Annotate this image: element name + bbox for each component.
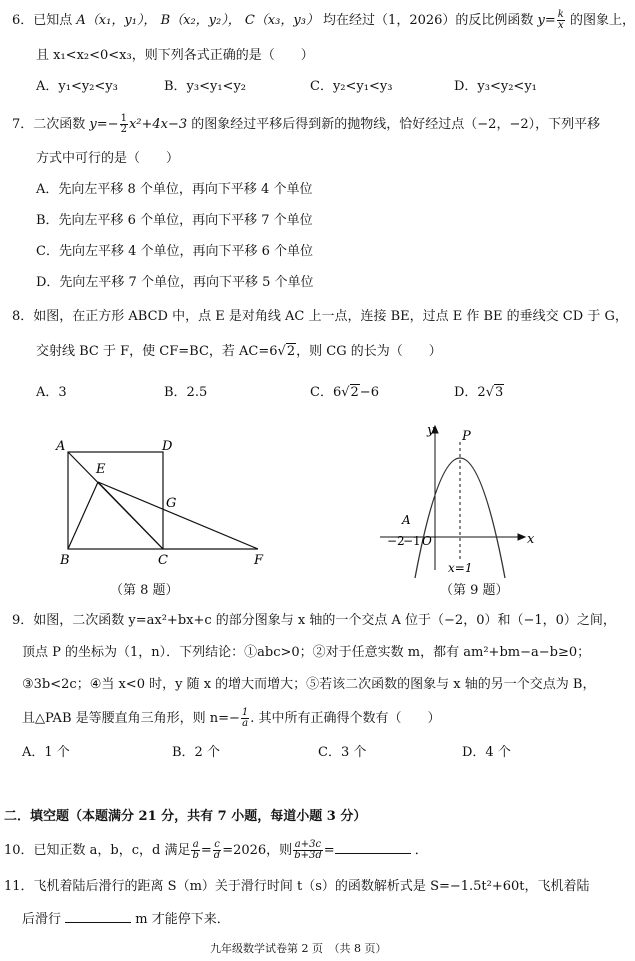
sqrt-icon: √ [485, 385, 494, 400]
label-d: D [162, 439, 173, 454]
q6-option-d: D．y₃<y₂<y₁ [454, 79, 537, 94]
q10-text-a: 10．已知正数 a，b，c，d 满足 [4, 843, 191, 858]
q8-option-c [310, 384, 379, 402]
q7-option-d: D．先向左平移 7 个单位，再向下平移 5 个单位 [36, 275, 314, 290]
q6-frac-num: k [557, 9, 564, 20]
q8-option-b: B．2.5 [164, 385, 208, 400]
sqrt-icon: √ [341, 385, 350, 400]
q9-frac-den: a [242, 718, 249, 729]
q10-eq: = [200, 843, 212, 858]
q8-line1: 8．如图，在正方形 ABCD 中，点 E 是对角线 AC 上一点，连接 BE，过点 E 作 BE 的垂线交 CD 于 G， [12, 309, 628, 324]
q10-text-d: ． [414, 843, 428, 858]
figure-8 [40, 430, 280, 570]
q9-option-b: B．2 个 [172, 745, 220, 760]
q10-f2-num: c [214, 839, 220, 850]
q8-optc-b: −6 [359, 385, 379, 400]
q9-line3: ③3b<2c；④当 x<0 时，y 随 x 的增大而增大；⑤若该二次函数的图象与 x 轴的另一个交点为 B， [22, 677, 596, 692]
q6-line2: 且 x₁<x₂<0<x₃，则下列各式正确的是（ ） [36, 48, 314, 63]
fig8-caption: （第 8 题） [110, 583, 179, 598]
label-origin: O [422, 534, 432, 548]
q6-point-b: B（x₂，y₂）， [160, 13, 241, 28]
q10-f1-den: b [192, 850, 199, 861]
q8-line2-a: 交射线 BC 于 F，使 CF=BC，若 AC=6 [36, 344, 278, 359]
label-p: P [462, 429, 471, 444]
q8-optc-rad: 2 [350, 385, 359, 400]
q10-f1-num: a [192, 839, 199, 850]
q6-fraction [557, 10, 565, 31]
q6-frac-den: x [558, 20, 564, 31]
q11-answer-blank[interactable] [65, 910, 131, 923]
label-y: y [427, 423, 435, 438]
q7-frac-den: 2 [120, 124, 127, 135]
q6-func-y: y= [537, 13, 556, 28]
q10-fraction-3 [293, 840, 323, 861]
q9-option-a: A．1 个 [22, 745, 70, 760]
label-b: B [60, 553, 70, 568]
segment-ec [98, 482, 163, 549]
q7-option-b: B．先向左平移 6 个单位，再向下平移 7 个单位 [36, 213, 313, 228]
q7-option-c: C．先向左平移 4 个单位，再向下平移 6 个单位 [36, 244, 314, 259]
q11-line1: 11．飞机着陆后滑行的距离 S（m）关于滑行时间 t（s）的函数解析式是 S=−1.5t²+60t，飞机着陆 [4, 879, 590, 894]
q10-f3-den: b+3d [294, 850, 322, 861]
q10-f3-num: a+3c [294, 839, 322, 850]
q7-fraction [120, 114, 128, 135]
q9-line4-b: . 其中所有正确得个数有（ ） [250, 711, 441, 726]
q10-text-c: = [323, 843, 335, 858]
q6-text-b: 均在经过（1，2026）的反比例函数 [323, 13, 534, 28]
figure-9 [375, 420, 545, 580]
q9-line4 [22, 708, 441, 729]
label-x-eq-1: x=1 [448, 561, 473, 575]
q10-text-b: =2026，则 [222, 843, 293, 858]
q9-line2: 顶点 P 的坐标为（1，n）．下列结论：①abc>0；②对于任意实数 m，都有 am²+bm−a−b≥0； [22, 645, 591, 660]
q9-fraction [241, 708, 249, 729]
q9-option-d: D．4 个 [462, 745, 511, 760]
q10-line [4, 840, 428, 861]
q7-line1 [12, 114, 600, 135]
q11-line2-b: m 才能停下来． [135, 912, 230, 927]
q7-text-a: 7．二次函数 [12, 117, 86, 132]
q8-optd-rad: 3 [495, 385, 504, 400]
q6-option-c: C．y₂<y₁<y₃ [310, 79, 393, 94]
q10-answer-blank[interactable] [335, 841, 411, 854]
q9-frac-num: 1 [241, 707, 249, 718]
section2-title: 二．填空题（本题满分 21 分，共有 7 小题，每道小题 3 分） [4, 809, 367, 824]
q7-line2: 方式中可行的是（ ） [36, 151, 180, 166]
q7-text-b: 的图象经过平移后得到新的抛物线，恰好经过点（−2，−2），下列平移 [191, 117, 601, 132]
q8-line2-rad: 2 [286, 344, 296, 359]
label-g: G [166, 496, 177, 511]
label-f: F [254, 553, 264, 568]
q6-line1 [12, 10, 635, 31]
q8-optd-a: D．2 [454, 385, 486, 400]
q11-line2 [22, 910, 230, 929]
q7-func-b: x²+4x−3 [128, 117, 188, 132]
segment-ef [98, 482, 258, 549]
q6-option-a: A．y₁<y₂<y₃ [36, 79, 118, 94]
q8-line2-b: ，则 CG 的长为（ ） [296, 344, 442, 359]
q7-frac-num: 1 [120, 113, 127, 124]
q10-fraction-2 [213, 840, 221, 861]
parabola [415, 458, 505, 578]
q6-option-b: B．y₃<y₁<y₂ [164, 79, 247, 94]
q9-line4-a: 且△PAB 是等腰直角三角形，则 n=− [22, 711, 240, 726]
q6-point-a: A（x₁，y₁）， [76, 13, 157, 28]
q8-line2 [36, 343, 442, 361]
label-e: E [96, 462, 106, 477]
q6-text-c: 的图象上， [570, 13, 635, 28]
q7-option-a: A．先向左平移 8 个单位，再向下平移 4 个单位 [36, 182, 313, 197]
segment-be [68, 482, 98, 549]
q8-option-a: A．3 [36, 385, 67, 400]
q8-optc-a: C．6 [310, 385, 342, 400]
q6-text-a: 6．已知点 [12, 13, 73, 28]
sqrt-icon: √ [277, 344, 286, 359]
label-neg2: −2 [387, 534, 405, 548]
label-c: C [158, 553, 168, 568]
label-a: A [56, 439, 66, 454]
q8-option-d [454, 384, 504, 402]
x-axis-arrow-icon [518, 534, 525, 540]
label-neg1: −1 [403, 534, 421, 548]
q10-fraction-1 [191, 840, 199, 861]
q11-line2-a: 后滑行 [22, 912, 62, 927]
page-footer: 九年级数学试卷第 2 页 （共 8 页） [210, 942, 387, 955]
q10-f2-den: d [213, 850, 221, 861]
label-a: A [402, 513, 411, 527]
label-x: x [527, 532, 535, 547]
q9-line1: 9．如图，二次函数 y=ax²+bx+c 的部分图象与 x 轴的一个交点 A 位于（−2，0）和（−1，0）之间， [12, 613, 616, 628]
q6-point-c: C（x₃，y₃） [244, 13, 319, 28]
fig9-caption: （第 9 题） [440, 583, 509, 598]
q7-func-a: y=− [89, 117, 119, 132]
q9-option-c: C．3 个 [318, 745, 367, 760]
